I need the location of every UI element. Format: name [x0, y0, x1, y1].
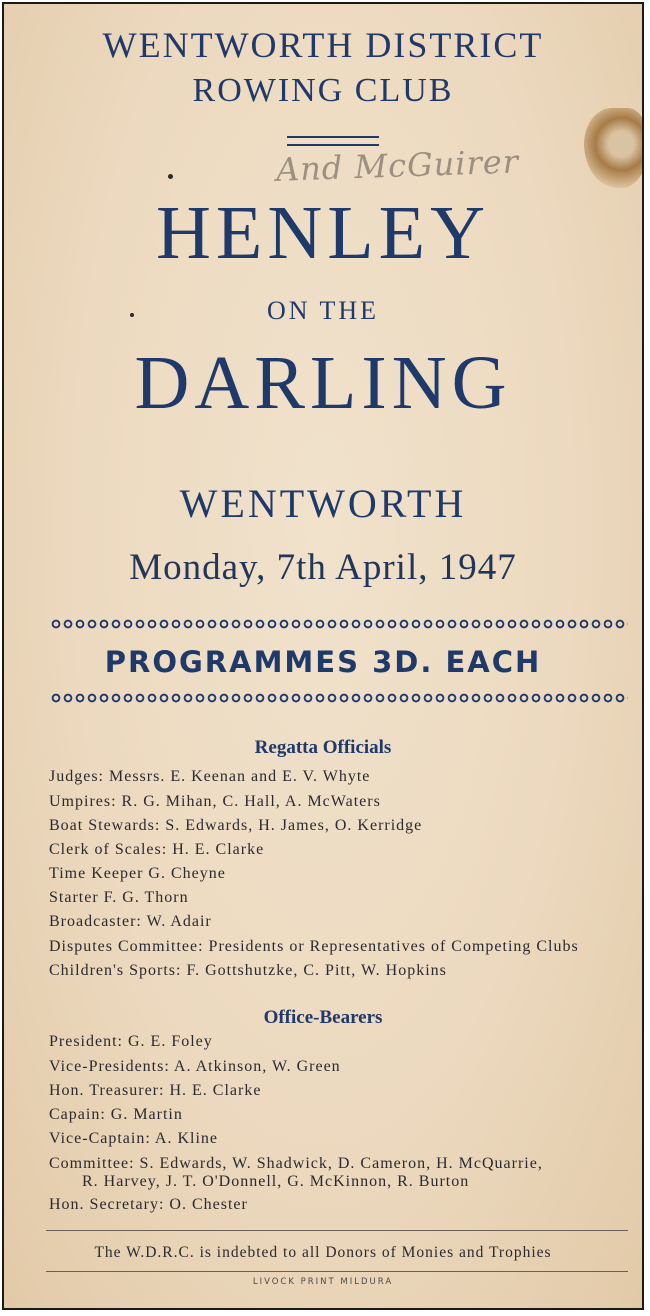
official-line: Children's Sports: F. Gottshutzke, C. Pitt, W. Hopkins	[49, 962, 447, 979]
official-line: Clerk of Scales: H. E. Clarke	[49, 841, 265, 858]
official-line: Boat Stewards: S. Edwards, H. James, O. Kerridge	[49, 817, 423, 834]
office-bearer-line: Hon. Treasurer: H. E. Clarke	[49, 1082, 262, 1099]
water-stain	[584, 108, 644, 188]
official-line: Umpires: R. G. Mihan, C. Hall, A. McWaters	[49, 793, 381, 810]
ornament-border-top	[50, 618, 628, 630]
official-line: Disputes Committee: Presidents or Representatives of Competing Clubs	[49, 938, 579, 955]
office-bearer-line: Committee: S. Edwards, W. Shadwick, D. Cameron, H. McQuarrie,	[49, 1155, 543, 1172]
ink-speck	[130, 313, 134, 317]
ornament-border-bottom	[50, 692, 628, 704]
programme-page	[2, 2, 644, 1310]
office-bearers-heading: Office-Bearers	[263, 1007, 383, 1028]
club-name-line-2: ROWING CLUB	[192, 72, 454, 109]
regatta-officials-heading: Regatta Officials	[254, 737, 392, 758]
official-line: Broadcaster: W. Adair	[49, 913, 212, 930]
office-bearer-line: Hon. Secretary: O. Chester	[49, 1196, 248, 1213]
office-bearer-line: Vice-Presidents: A. Atkinson, W. Green	[49, 1058, 341, 1075]
ink-speck	[168, 174, 173, 179]
location: WENTWORTH	[179, 481, 467, 526]
office-bearer-line: Vice-Captain: A. Kline	[49, 1130, 218, 1147]
double-rule	[287, 136, 379, 146]
official-line: Judges: Messrs. E. Keenan and E. V. Whyte	[49, 768, 371, 785]
club-name-line-1: WENTWORTH DISTRICT	[102, 25, 544, 65]
office-bearer-line: Capain: G. Martin	[49, 1106, 183, 1123]
handwritten-signature: And McGuirer	[275, 142, 520, 189]
title-henley: HENLEY	[156, 191, 490, 275]
divider-rule	[46, 1230, 628, 1231]
footer-note: The W.D.R.C. is indebted to all Donors of Monies and Trophies	[94, 1244, 552, 1261]
programmes-price: PROGRAMMES 3D. EACH	[104, 645, 542, 679]
office-bearer-line: R. Harvey, J. T. O'Donnell, G. McKinnon, R. Burton	[82, 1173, 470, 1190]
title-darling: DARLING	[134, 341, 512, 425]
official-line: Starter F. G. Thorn	[49, 889, 189, 906]
divider-rule	[46, 1271, 628, 1272]
office-bearer-line: President: G. E. Foley	[49, 1033, 213, 1050]
printer-imprint: LIVOCK PRINT MILDURA	[252, 1277, 394, 1287]
title-on-the: ON THE	[266, 296, 380, 325]
event-date: Monday, 7th April, 1947	[129, 547, 517, 588]
official-line: Time Keeper G. Cheyne	[49, 865, 226, 882]
